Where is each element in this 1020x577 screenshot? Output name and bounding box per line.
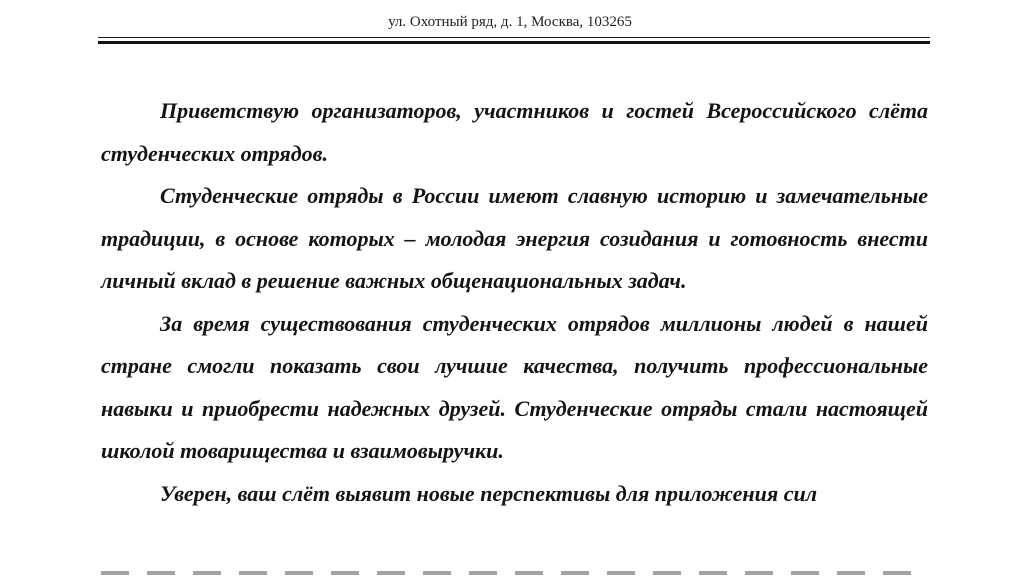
- letter-paragraph-achievements: За время существования студенческих отрядов миллионы людей в нашей стране смогли показать свои лучшие качества, получить профессиональные навыки и приобрести надежных друзей. Студенческие отряды стали настоящей школой товарищества и взаимовыручки.: [101, 310, 928, 463]
- cropped-text-line: [101, 563, 928, 577]
- letterhead-divider: [98, 37, 930, 44]
- letterhead-address: ул. Охотный ряд, д. 1, Москва, 103265: [388, 14, 632, 30]
- letter-body: [101, 90, 928, 515]
- letter-paragraph-history: Студенческие отряды в России имеют славную историю и замечательные традиции, в основе которых – молодая энергия созидания и готовность внести личный вклад в решение важных общенациональных задач.: [101, 183, 928, 293]
- letter-paragraph-greeting: Приветствую организаторов, участников и гостей Всероссийского слёта студенческих отрядов.: [101, 98, 928, 166]
- letter-paragraph-wishes: Уверен, ваш слёт выявит новые перспективы для приложения сил: [160, 480, 818, 506]
